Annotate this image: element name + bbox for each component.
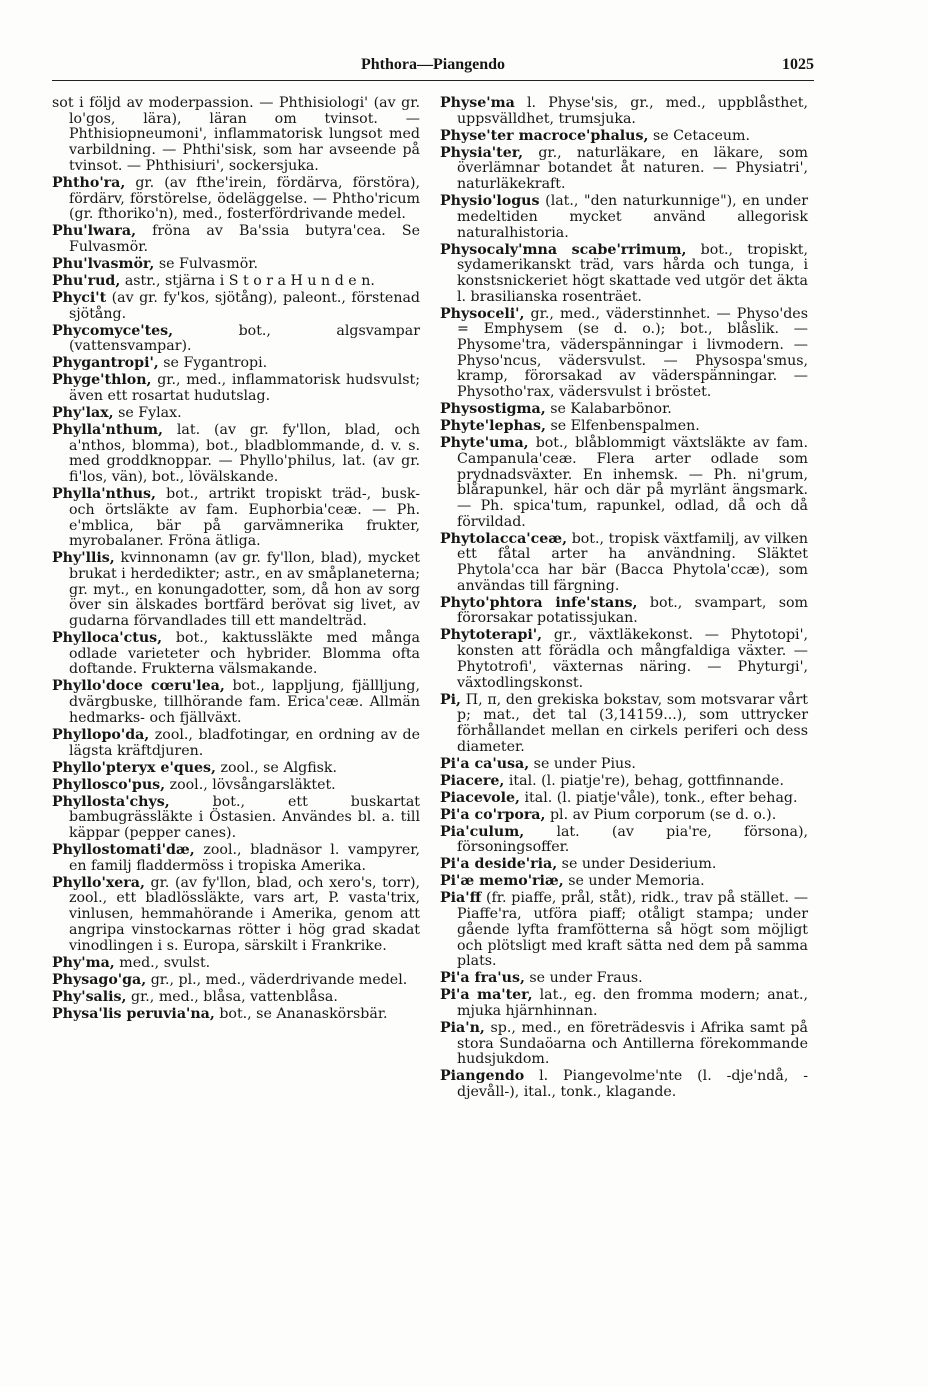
dictionary-entry <box>440 857 808 873</box>
entry-text: se under Pius. <box>533 755 636 772</box>
entry-text: se Kalabarbönor. <box>550 401 672 418</box>
entry-headword: Piangendo <box>440 1068 525 1085</box>
entry-headword: Physio'logus <box>440 193 540 210</box>
entry-text: gr., naturläkare, en läkare, som överlämnar botandet åt naturen. — Physiatri', naturläkekraft. <box>457 144 808 193</box>
dictionary-entry <box>440 1021 808 1068</box>
dictionary-entry <box>440 402 808 418</box>
dictionary-entry <box>52 274 420 290</box>
entry-text: gr., pl., med., väderdrivande medel. <box>150 971 408 988</box>
entry-headword: Piacevole, <box>440 789 520 806</box>
dictionary-entry <box>52 761 420 777</box>
entry-text: zool., lövsångarsläktet. <box>169 776 336 793</box>
entry-text: (lat., "den naturkunnige"), en under medeltiden mycket använd allegorisk naturalhistoria. <box>457 193 809 241</box>
entry-text: lat. (av pia're, försona), försoningsoffer. <box>457 823 808 856</box>
entry-headword: Pi'a ma'ter, <box>440 987 533 1004</box>
dictionary-entry <box>52 324 420 355</box>
dictionary-entry <box>440 988 808 1019</box>
entry-headword: Phy'ma, <box>52 954 115 971</box>
entry-headword: Phyllopo'da, <box>52 726 150 743</box>
entry-text: se under Fraus. <box>529 970 643 987</box>
entry-text: pl. av Pium corporum (se d. o.). <box>549 806 777 823</box>
entry-text: bot., kaktussläkte med många odlade varieteter och hybrider. Blomma ofta doftande. Frukterna välsmakande. <box>69 630 420 678</box>
dictionary-entry <box>52 291 420 322</box>
entry-text: bot., lappljung, fjällljung, dvärgbuske, tillhörande fam. Erica'ceæ. Allmän hedmarks- och fjällväxt. <box>69 678 420 726</box>
dictionary-entry <box>52 795 420 842</box>
entry-headword: Pia'culum, <box>440 823 525 840</box>
entry-text: astr., stjärna i S t o r a H u n d e n. <box>124 272 375 289</box>
entry-text: se Fylax. <box>118 405 182 422</box>
dictionary-entry <box>440 596 808 627</box>
dictionary-entry <box>52 373 420 404</box>
dictionary-entry <box>440 96 808 127</box>
entry-headword: Phylla'nthum, <box>52 422 163 439</box>
dictionary-entry <box>440 757 808 773</box>
dictionary-entry <box>52 1007 420 1023</box>
dictionary-entry <box>52 406 420 422</box>
entry-text: bot., se Ananaskörsbär. <box>219 1005 388 1022</box>
entry-text: l. Piangevolme'nte (l. -dje'ndå, -djevåll-), ital., tonk., klagande. <box>457 1068 808 1101</box>
entry-headword: Phtho'ra, <box>52 174 126 191</box>
dictionary-entry <box>52 973 420 989</box>
dictionary-entry <box>52 487 420 550</box>
dictionary-entry <box>440 808 808 824</box>
dictionary-entry <box>440 146 808 193</box>
entry-text: se under Desiderium. <box>561 856 717 873</box>
dictionary-entry <box>52 778 420 794</box>
dictionary-entry <box>440 532 808 595</box>
entry-headword: Physago'ga, <box>52 971 147 988</box>
dictionary-entry <box>440 628 808 691</box>
dictionary-entry <box>52 176 420 223</box>
dictionary-entry <box>52 876 420 955</box>
entry-headword: Physa'lis peruvia'na, <box>52 1005 215 1022</box>
entry-headword: Pia'ff <box>440 890 482 907</box>
entry-headword: Physocaly'mna scabe'rrimum, <box>440 241 687 258</box>
entry-headword: Pi'a fra'us, <box>440 970 525 987</box>
entry-headword: Phyte'lephas, <box>440 418 546 435</box>
entry-text: gr., med., blåsa, vattenblåsa. <box>130 988 338 1005</box>
entry-text: sp., med., en företrädesvis i Afrika samt på stora Sundaöarna och Antillerna förekommande hudsjukdom. <box>457 1019 808 1068</box>
entry-headword: Pia'n, <box>440 1019 485 1036</box>
entry-text: se Elfenbenspalmen. <box>550 418 700 435</box>
dictionary-entry <box>52 679 420 726</box>
entry-headword: Phyllo'pteryx e'ques, <box>52 759 216 776</box>
entry-text: sot i följd av moderpassion. — Phthisiologi' (av gr. lo'gos, lära), läran om tvinsot. — Phthisiopneumoni', inflammatorisk lungsot med varbildning. — Phthi'sisk, som har avseende på tvinsot. — Phthisiuri', sockersjuka. <box>52 95 420 174</box>
entry-text: ital. (l. piatje're), behag, gottfinnande. <box>508 772 784 789</box>
right-column <box>440 96 808 1102</box>
entry-headword: Physia'ter, <box>440 144 524 161</box>
left-column <box>52 96 420 1024</box>
entry-headword: Phu'rud, <box>52 272 121 289</box>
dictionary-entry <box>440 791 808 807</box>
entry-text: lat. (av gr. fy'llon, blad, och a'nthos, blomma), bot., bladblommande, d. v. s. med groddknoppar. — Phyllo'philus, lat. (av gr. fi'los, vän), bot., lövälskande. <box>69 422 420 486</box>
entry-text: se under Memoria. <box>568 873 705 890</box>
entry-text: se Fulvasmör. <box>158 255 259 272</box>
entry-headword: Piacere, <box>440 772 505 789</box>
entry-headword: Phyllosco'pus, <box>52 776 166 793</box>
entry-text: kvinnonamn (av gr. fy'llon, blad), mycket brukat i herdedikter; astr., en av småplaneterna; gr. myt., en konungadotter, som, då hon av sorg över sin älskades bortfärd berövat sig livet, av gudarna förvandlades till ett mandelträd. <box>69 550 420 630</box>
dictionary-entry <box>440 874 808 890</box>
entry-text: (av gr. fy'kos, sjötång), paleont., förstenad sjötång. <box>69 289 420 322</box>
entry-headword: Phycomyce'tes, <box>52 322 174 339</box>
entry-headword: Phyte'uma, <box>440 435 529 452</box>
entry-text: bot., svampart, som förorsakar potatissjukan. <box>457 594 808 627</box>
entry-headword: Phyto'phtora infe'stans, <box>440 594 638 611</box>
entry-headword: Phu'lvasmör, <box>52 255 155 272</box>
entry-text: se Fygantropi. <box>163 355 268 372</box>
entry-text: zool., se Algfisk. <box>220 759 338 776</box>
entry-text: med., svulst. <box>119 954 211 971</box>
dictionary-entry <box>440 693 808 756</box>
dictionary-entry <box>440 129 808 145</box>
entry-headword: Physostigma, <box>440 401 546 418</box>
entry-text: gr., med., väderstinnhet. — Physo'des = Emphysem (se d. o.); bot., blåslik. — Physome'tra, väderspänningar i livmodern. — Physo'ncus, vädersvulst. — Physospa'smus, kramp, förorsakad av väderspänningar. — Physotho'rax, vädersvulst i bröstet. <box>457 305 808 401</box>
dictionary-entry <box>440 243 808 306</box>
dictionary-entry <box>440 774 808 790</box>
entry-headword: Phylla'nthus, <box>52 486 156 503</box>
dictionary-entry <box>52 257 420 273</box>
dictionary-entry <box>440 1069 808 1100</box>
entry-text: Π, π, den grekiska bokstav, som motsvarar vårt p; mat., det tal (3,14159...), som uttrycker förhållandet mellan en cirkels periferi och dess diameter. <box>457 691 808 755</box>
page-header <box>52 56 814 76</box>
entry-text: bot., blåblommigt växtsläkte av fam. Campanula'ceæ. Flera arter odlade som prydnadsväxter. En inhemsk. — Ph. ni'grum, blårapunkel, här och där på myrlänt ängsmark. — Ph. spica'tum, rapunkel, odlad, då och då förvildad. <box>457 435 808 530</box>
dictionary-entry <box>52 990 420 1006</box>
dictionary-entry <box>52 728 420 759</box>
entry-text: gr. (av fy'llon, blad, och xero's, torr), zool., ett bladlössläkte, vars art, P. vasta'trix, vinlusen, hemmahörande i Amerika, genom att angripa vinstockarnas rötter i hög grad skadat vinodlingen i s. Europa, särskilt i Frankrike. <box>69 874 421 954</box>
entry-headword: Pi'a co'rpora, <box>440 806 546 823</box>
entry-headword: Pi'a deside'ria, <box>440 856 558 873</box>
running-head: Phthora—Piangendo <box>360 56 505 73</box>
entry-headword: Phyci't <box>52 289 107 306</box>
dictionary-entry <box>52 956 420 972</box>
dictionary-entry <box>440 891 808 970</box>
entry-text: l. Physe'sis, gr., med., uppblåsthet, uppsvälldhet, trumsjuka. <box>457 95 808 127</box>
entry-headword: Phy'salis, <box>52 988 127 1005</box>
entry-text: bot., algsvampar (vattensvampar). <box>69 322 420 355</box>
entry-headword: Phygantropi', <box>52 355 159 372</box>
entry-text: bot., tropisk växtfamilj, av vilken ett fåtal arter ha användning. Släktet Phytola'cca har bär (Bacca Phytola'ccæ), som användas till färgning. <box>457 530 808 594</box>
dictionary-entry <box>440 307 808 401</box>
entry-headword: Pi'a ca'usa, <box>440 755 530 772</box>
entry-headword: Phytolacca'ceæ, <box>440 530 568 547</box>
entry-headword: Phyge'thlon, <box>52 372 152 389</box>
dictionary-entry <box>440 436 808 530</box>
entry-headword: Phyllosta'chys, <box>52 793 170 810</box>
entry-text: gr., växtläkekonst. — Phytotopi', konsten att förädla och mångfaldiga växter. — Phytotrofi', växternas näring. — Phyturgi', växtodlingskonst. <box>457 627 808 691</box>
entry-text: bot., artrikt tropiskt träd-, busk- och örtsläkte av fam. Euphorbia'ceæ. — Ph. e'mblica, bär på garvämnerika frukter, myrobalaner. Fröna ätliga. <box>69 486 420 550</box>
dictionary-entry <box>440 194 808 241</box>
entry-text: lat., eg. den fromma modern; anat., mjuka hjärnhinnan. <box>457 987 809 1019</box>
entry-text: bot., ett buskartat bambugrässläkte i Östasien. Användes bl. a. till käppar (pepper canes). <box>69 793 420 841</box>
entry-headword: Pi, <box>440 691 461 708</box>
entry-text: ital. (l. piatje'våle), tonk., efter behag. <box>524 789 798 806</box>
dictionary-entry <box>52 96 420 175</box>
entry-headword: Pi'æ memo'riæ, <box>440 873 564 890</box>
dictionary-entry <box>52 423 420 486</box>
dictionary-entry <box>52 631 420 678</box>
entry-headword: Physoceli', <box>440 305 525 322</box>
entry-text: se Cetaceum. <box>652 127 750 144</box>
entry-headword: Phyllostomati'dæ, <box>52 841 195 858</box>
entry-headword: Phy'llis, <box>52 550 115 567</box>
entry-headword: Phu'lwara, <box>52 223 137 240</box>
dictionary-entry <box>440 971 808 987</box>
entry-text: (fr. piaffe, prål, ståt), ridk., trav på stället. — Piaffe'ra, utföra piaff; otåligt stampa; under gående lyfta framfötterna så högt som möjligt och plötsligt med kraft sätta ned dem på samma plats. <box>457 890 809 970</box>
entry-headword: Phy'lax, <box>52 405 114 422</box>
entry-text: fröna av Ba'ssia butyra'cea. Se Fulvasmör. <box>69 223 420 255</box>
entry-text: gr., med., inflammatorisk hudsvulst; även ett rosartat hudutslag. <box>69 372 420 405</box>
page-number: 1025 <box>782 56 814 73</box>
entry-headword: Phyllo'doce cœru'lea, <box>52 678 225 695</box>
entry-headword: Physe'ter macroce'phalus, <box>440 127 649 144</box>
dictionary-entry <box>440 825 808 856</box>
dictionary-entry <box>52 551 420 630</box>
entry-headword: Physe'ma <box>440 95 515 111</box>
dictionary-entry <box>52 356 420 372</box>
header-rule <box>52 80 814 81</box>
entry-text: zool., bladfotingar, en ordning av de lägsta kräftdjuren. <box>69 726 420 759</box>
entry-text: gr. (av fthe'irein, fördärva, förstöra), fördärv, förstörelse, ödeläggelse. — Phtho'ricum (gr. fthoriko'n), med., fosterfördrivande medel. <box>69 174 420 223</box>
entry-headword: Phyllo'xera, <box>52 874 145 891</box>
entry-text: bot., tropiskt, sydamerikanskt träd, vars hårda och tunga, i konstsnickeriet högt skattade ved utgör det äkta l. brasilianska rosenträet. <box>457 241 808 305</box>
dictionary-entry <box>52 224 420 255</box>
dictionary-entry <box>440 419 808 435</box>
entry-headword: Phylloca'ctus, <box>52 630 163 647</box>
entry-headword: Phytoterapi', <box>440 627 543 644</box>
entry-text: zool., bladnäsor l. vampyrer, en familj fladdermöss i tropiska Amerika. <box>69 841 420 874</box>
dictionary-entry <box>52 843 420 874</box>
